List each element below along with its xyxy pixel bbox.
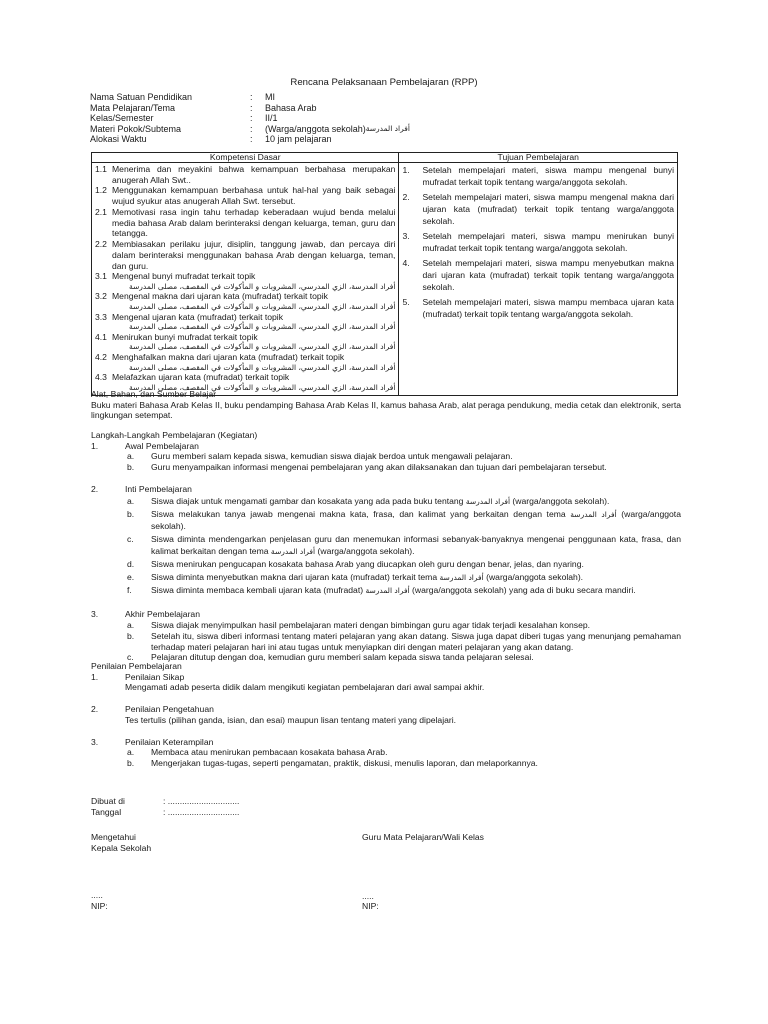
penilaian-item-2 [91, 704, 681, 715]
identity-colon: : [250, 134, 253, 144]
kd-text: Menerima dan meyakini bahwa kemampuan berbahasa merupakan anugerah Allah Swt.. [112, 164, 396, 185]
kd-number: 4.2 [95, 351, 107, 362]
arabic-term: أفراد المدرسة [465, 496, 511, 506]
langkah-section [91, 430, 681, 663]
kd-number: 4.1 [95, 331, 107, 342]
list-item [95, 291, 395, 311]
tp-number: 1. [402, 165, 410, 175]
item-letter: c. [127, 652, 134, 663]
list-item [125, 451, 681, 462]
langkah-step-1 [91, 441, 681, 452]
kd-text: Menirukan bunyi mufradat terkait topik [112, 331, 258, 342]
kd-cell [92, 163, 399, 396]
arabic-term: أفراد المدرسة [570, 509, 617, 519]
item-text: Pelajaran ditutup dengan doa, kemudian guru memberi salam kepada siswa tanda pelajaran selesai. [151, 652, 534, 663]
item-text: Siswa melakukan tanya jawab mengenai makna kata, frasa, dan kalimat yang berkaitan dengan tema [151, 508, 566, 519]
item-text: Siswa menirukan pengucapan kosakata bahasa Arab yang diucapkan oleh guru dengan benar, jelas, dan nyaring. [151, 559, 584, 570]
document-title: Rencana Pelaksanaan Pembelajaran (RPP) [290, 77, 478, 88]
item-letter: e. [127, 571, 135, 582]
kd-text: Memotivasi rasa ingin tahu terhadap keberadaan wujud benda melalui media bahasa Arab dalam berinteraksi dengan keluarga, teman, guru dan tetangga. [112, 206, 396, 239]
item-letter: a. [127, 495, 135, 506]
item-letter: c. [127, 533, 134, 544]
list-item [125, 533, 681, 558]
kd-number: 3.1 [95, 271, 107, 282]
item-text: Mengerjakan tugas-tugas, seperti pengamatan, praktik, diskusi, menulis laporan, dan melaporkannya. [151, 758, 538, 769]
tp-number: 2. [402, 192, 410, 203]
kd-number: 2.1 [95, 206, 107, 217]
tp-text: Setelah mempelajari materi, siswa mampu mengenal makna dari ujaran kata (mufradat) terkait topik tentang warga/anggota sekolah. [422, 192, 674, 227]
step-title: Inti Pembelajaran [125, 483, 192, 494]
list-item [95, 271, 395, 291]
identity-row [90, 113, 410, 124]
list-item [95, 332, 395, 352]
item-text: (warga/anggota sekolah). [512, 495, 610, 506]
item-text: Membaca atau menirukan pembacaan kosakata bahasa Arab. [151, 747, 388, 758]
step-number: 3. [91, 609, 99, 620]
list-item [125, 495, 681, 508]
identity-block [90, 92, 410, 145]
header-kompetensi-dasar: Kompetensi Dasar [92, 153, 399, 163]
item-text: Tes tertulis (pilihan ganda, isian, dan esai) maupun lisan tentang materi yang dipelajari. [125, 714, 457, 725]
kd-text: Menghafalkan makna dari ujaran kata (mufradat) terkait topik [112, 351, 345, 362]
identity-colon: : [250, 92, 253, 102]
tanggal-label: Tanggal [91, 806, 122, 817]
list-item [125, 747, 681, 758]
mengetahui-label: Mengetahui [91, 832, 136, 842]
kd-text: Membiasakan perilaku jujur, disiplin, tanggung jawab, dan percaya diri dalam berinteraksi menggunakan bahasa Arab dengan keluarga, teman, dan guru. [112, 239, 396, 271]
dibuat-row [91, 796, 239, 807]
item-text: Setelah itu, siswa diberi informasi tentang materi pelajaran yang akan datang. Siswa juga dapat diberi tugas yang menunjang pemahaman terhadap materi pelajaran hari ini atau tugas untuk menyiapkan diri dengan materi pelajaran yang akan datang. [151, 630, 681, 652]
identity-row [90, 124, 410, 135]
signature-dots: ..... [362, 890, 374, 901]
item-text: Siswa diminta membaca kembali ujaran kata (mufradat) [151, 584, 364, 595]
kd-number: 1.1 [95, 164, 107, 174]
alat-text: Buku materi Bahasa Arab Kelas II, buku pendamping Bahasa Arab Kelas II, kamus bahasa Arab, alat peraga pendukung, media cetak dan elektronik, serta lingkungan setempat. [91, 399, 681, 421]
item-title: Penilaian Pengetahuan [125, 704, 214, 715]
identity-label: Materi Pokok/Subtema [90, 123, 182, 134]
langkah-step-3 [91, 609, 681, 620]
identity-row [90, 92, 410, 103]
list-item [125, 462, 681, 473]
item-text: (warga/anggota sekolah). [317, 546, 415, 557]
tp-text: Setelah mempelajari materi, siswa mampu menirukan bunyi mufradat terkait topik tentang warga/anggota sekolah. [422, 231, 674, 254]
list-item [125, 584, 681, 597]
step-number: 2. [91, 483, 99, 494]
identity-value-arabic: أفراد المدرسة [365, 123, 410, 133]
dibuat-dots: : .............................. [163, 796, 240, 806]
identity-value: MI [265, 92, 275, 102]
list-item [95, 207, 395, 239]
alat-heading: Alat, Bahan, dan Sumber Belajar [91, 389, 217, 399]
item-letter: a. [127, 451, 135, 462]
langkah-step-2 [91, 484, 681, 495]
identity-value: 10 jam pelajaran [265, 134, 332, 144]
item-text: Siswa diajak untuk mengamati gambar dan kosakata yang ada pada buku tentang [151, 495, 464, 506]
arabic-term: أفراد المدرسة [439, 572, 484, 582]
tp-text: Setelah mempelajari materi, siswa mampu menyebutkan makna dari ujaran kata (mufradat) terkait topik tentang warga/anggota sekolah. [422, 258, 674, 293]
item-letter: f. [127, 584, 132, 595]
list-item [402, 164, 674, 188]
list-item [95, 164, 395, 185]
arabic-term: أفراد المدرسة [270, 547, 316, 557]
tp-number: 4. [402, 258, 410, 269]
kepala-sekolah-label: Kepala Sekolah [91, 842, 152, 853]
penilaian-item-1 [91, 672, 681, 683]
list-item [125, 558, 681, 570]
list-item [125, 508, 681, 533]
alat-section [91, 389, 681, 421]
item-text: Siswa diminta menyebutkan makna dari ujaran kata (mufradat) terkait tema [151, 571, 438, 582]
item-letter: b. [127, 758, 135, 769]
sign-place-date [91, 796, 239, 817]
item-number: 2. [91, 704, 99, 715]
kd-text: Mengenal makna dari ujaran kata (mufradat) terkait topik [112, 291, 328, 302]
list-item [402, 257, 674, 293]
arabic-term: أفراد المدرسة [365, 585, 410, 595]
identity-row [90, 134, 410, 145]
step-number: 1. [91, 440, 99, 451]
tp-text: Setelah mempelajari materi, siswa mampu mengenal bunyi mufradat terkait topik tentang warga/anggota sekolah. [422, 165, 674, 188]
kd-text: Mengenal bunyi mufradat terkait topik [112, 271, 256, 282]
header-tujuan-pembelajaran: Tujuan Pembelajaran [399, 153, 678, 163]
signature-dots: ..... [91, 890, 103, 901]
kd-arabic-text: أفراد المدرسة، الزي المدرسي، المشروبات و المأكولات في المقصف، مصلى المدرسة [128, 362, 396, 372]
item-text: Siswa diajak menyimpulkan hasil pembelajaran materi dengan bimbingan guru agar tidak terjadi kesalahan konsep. [151, 620, 591, 631]
kd-text: Menggunakan kemampuan berbahasa untuk hal-hal yang baik sebagai wujud syukur atas anugerah Allah Swt. tersebut. [112, 185, 396, 207]
identity-colon: : [250, 102, 253, 113]
penilaian-heading: Penilaian Pembelajaran [91, 661, 182, 671]
nip-label: NIP: [362, 901, 379, 912]
item-text: (warga/anggota sekolah). [151, 508, 681, 532]
penilaian-section [91, 661, 681, 769]
item-letter: a. [127, 747, 135, 758]
item-text: Guru memberi salam kepada siswa, kemudian siswa diajak berdoa untuk mengawali pelajaran. [151, 451, 513, 462]
list-item [402, 230, 674, 254]
table-header-row [92, 153, 678, 163]
list-item [95, 239, 395, 271]
item-text: (warga/anggota sekolah). [486, 571, 584, 582]
langkah-heading: Langkah-Langkah Pembelajaran (Kegiatan) [91, 430, 258, 440]
identity-row [90, 103, 410, 114]
nip-label: NIP: [91, 901, 108, 912]
kd-text: Melafazkan ujaran kata (mufradat) terkait topik [112, 371, 290, 382]
list-item [125, 620, 681, 631]
competency-table [91, 152, 678, 396]
item-number: 1. [91, 671, 99, 682]
kd-number: 4.3 [95, 371, 107, 382]
item-text: Siswa diminta mendengarkan penjelasan guru dan menemukan informasi sebanyak-banyaknya mengenai penggunaan kata, frasa, dan kalimat berkaitan dengan tema [151, 533, 681, 557]
guru-label: Guru Mata Pelajaran/Wali Kelas [362, 832, 484, 842]
identity-label: Mata Pelajaran/Tema [90, 102, 176, 113]
kd-text: Mengenal ujaran kata (mufradat) terkait topik [112, 311, 284, 322]
list-item [125, 631, 681, 652]
list-item [95, 352, 395, 372]
identity-label: Kelas/Semester [90, 113, 154, 123]
item-text: (warga/anggota sekolah) yang ada di buku secara mandiri. [412, 584, 636, 595]
penilaian-item-3 [91, 737, 681, 748]
kd-number: 3.3 [95, 311, 107, 322]
kd-number: 2.2 [95, 239, 107, 250]
item-letter: b. [127, 462, 135, 473]
dibuat-label: Dibuat di [91, 796, 125, 806]
kd-arabic-text: أفراد المدرسة، الزي المدرسي، المشروبات و المأكولات في المقصف، مصلى المدرسة [128, 322, 396, 332]
step-title: Awal Pembelajaran [125, 440, 199, 451]
kd-arabic-text: أفراد المدرسة، الزي المدرسي، المشروبات و المأكولات في المقصف، مصلى المدرسة [128, 302, 396, 312]
item-letter: d. [127, 559, 135, 570]
list-item [95, 312, 395, 332]
item-number: 3. [91, 736, 99, 747]
tanggal-row [91, 807, 239, 818]
list-item [125, 571, 681, 584]
identity-colon: : [250, 113, 253, 123]
list-item [125, 758, 681, 769]
tp-text: Setelah mempelajari materi, siswa mampu membaca ujaran kata (mufradat) terkait topik tentang warga/anggota sekolah. [422, 297, 674, 320]
identity-label: Nama Satuan Pendidikan [90, 92, 193, 102]
identity-label: Alokasi Waktu [90, 134, 147, 144]
item-letter: b. [127, 630, 135, 641]
kd-number: 1.2 [95, 185, 107, 196]
tanggal-dots: : .............................. [163, 806, 240, 817]
identity-value: II/1 [265, 113, 278, 123]
kd-arabic-text: أفراد المدرسة، الزي المدرسي، المشروبات و المأكولات في المقصف، مصلى المدرسة [128, 382, 396, 392]
item-letter: b. [127, 508, 135, 519]
kd-arabic-text: أفراد المدرسة، الزي المدرسي، المشروبات و المأكولات في المقصف، مصلى المدرسة [128, 342, 396, 352]
list-item [402, 296, 674, 320]
item-text: Mengamati adab peserta didik dalam mengikuti kegiatan pembelajaran dari awal sampai akhir. [125, 682, 485, 693]
sign-guru [362, 832, 484, 912]
tp-number: 5. [402, 297, 410, 308]
item-title: Penilaian Keterampilan [125, 736, 214, 747]
kd-arabic-text: أفراد المدرسة، الزي المدرسي، المشروبات و المأكولات في المقصف، مصلى المدرسة [128, 282, 396, 292]
item-title: Penilaian Sikap [125, 671, 185, 682]
identity-value: (Warga/anggota sekolah) [265, 123, 366, 134]
table-row [92, 163, 678, 396]
list-item [95, 185, 395, 206]
sign-kepala-sekolah [91, 832, 151, 912]
item-text: Guru menyampaikan informasi mengenai pembelajaran yang akan dilaksanakan dan tujuan dari pembelajaran tersebut. [151, 462, 607, 473]
step-title: Akhir Pembelajaran [125, 609, 200, 620]
item-letter: a. [127, 620, 135, 631]
identity-colon: : [250, 123, 253, 134]
kd-number: 3.2 [95, 291, 107, 302]
identity-value: Bahasa Arab [265, 102, 317, 113]
tp-number: 3. [402, 231, 410, 242]
list-item [402, 191, 674, 227]
tp-cell [399, 163, 678, 396]
